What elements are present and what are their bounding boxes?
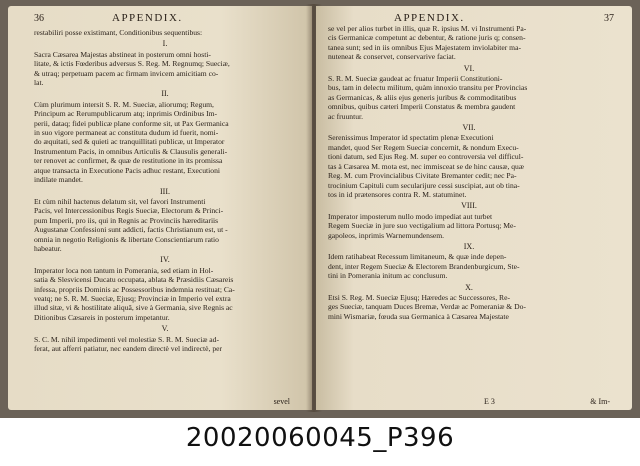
text-line: Idem ratihabeat Recessum limitaneum, & quæ inde depen- [328, 252, 507, 262]
text-line: ferat, aut afferri patiatur, nec eandem directè vel indirectè, per [34, 344, 223, 353]
text-line: illud sitæ, vi & hostilitate aliquâ, sive à Germania, sive Regnis ac [34, 303, 233, 313]
text-line: bus, tam in delectu militum, quàm innoxio transitu per Provincias [328, 83, 528, 93]
section-number: IX. [463, 241, 475, 251]
text-line: Imperator loca non tantum in Pomerania, sed etiam in Hol- [34, 265, 214, 275]
section-number: II. [161, 89, 169, 99]
text-line: gapoleos, inprimis Warnemundensem. [328, 230, 445, 240]
text-line: Cùm plurimum intersit S. R. M. Sueciæ, aliorumq; Regum, [34, 99, 214, 109]
text-line: S. C. M. nihil impedimenti vel molestiæ S. R. M. Sueciæ ad- [34, 334, 219, 344]
text-line: ter renovet ac confirmet, & quæ de restitutione in its promissa [34, 156, 223, 166]
text-line: atque transacta in Executione Pacis adhuc restant, Executioni [34, 165, 220, 175]
text-line: tos in id prætensores contra R. M. statuminet. [328, 189, 467, 199]
left-page-body [34, 28, 296, 353]
left-page-catchword: sevel [273, 397, 290, 406]
text-line: habeatur. [34, 243, 62, 253]
text-line: infessa, propriis Dominis ac Possessoribus indemnia restituat; Ca- [34, 284, 235, 294]
section-number: I. [162, 39, 168, 49]
text-line: Augustanæ Confessioni sunt addicti, factis Christianum est, ut - [34, 225, 228, 235]
text-line: Imperator imposterum nullo modo impediat aut turbet [328, 211, 493, 221]
text-line: S. R. M. Sueciæ gaudeat ac fruatur Imperii Constitutioni- [328, 74, 503, 84]
left-page-number: 36 [34, 13, 44, 24]
right-page-number: 37 [604, 13, 614, 24]
right-page-body [328, 24, 610, 321]
left-page-header: APPENDIX. [112, 12, 183, 24]
text-line: Pacis, vel Intercessionibus Regis Sueciæ, Electorum & Princi- [34, 206, 224, 216]
text-line: satia & Slesvicensi Ducatu occupata, ablata & Præsidiis Cæsareis [34, 275, 234, 285]
section-number: V. [161, 324, 169, 334]
text-line: lat. [34, 78, 44, 88]
text-line: Serenissimus Imperator id spectatim plenæ Executioni [328, 133, 494, 143]
right-page [316, 6, 632, 410]
section-number: VII. [462, 123, 476, 133]
text-line: nuteneat & conservet, conservarive faciat. [328, 52, 456, 62]
right-page-catchword: & Im- [590, 397, 610, 406]
text-line: omnia in negotio Religionis & libertate Conscientiarum ratio [34, 234, 219, 244]
text-line: Ditionibus Cæsareis in posterum impetantur. [34, 312, 170, 322]
text-line: Instrumentum Pacis, in omnibus Articulis & Clausulis generali- [34, 146, 228, 156]
text-line: Etsi S. Reg. M. Sueciæ Ejusq; Hæredes ac Successores, Re- [328, 292, 511, 302]
text-line: tanea sunt; sed in iis omnibus Ejus Majestatem inviolabiter ma- [328, 42, 521, 52]
section-number: IV. [160, 255, 170, 265]
text-line: in suo vigore permaneat ac constituta dudum id fuerit, nomi- [34, 128, 219, 138]
text-line: pum Imperii, pro iis, qui in Regnis ac Provinciis hæreditariis [34, 215, 219, 225]
text-line: se vel per alios turbet in illis, quæ R. ipsius M. vi Instrumenti Pa- [328, 24, 527, 33]
text-line: omnibus, quibus cæteri Imperii Constatus & membra gaudent [328, 102, 516, 112]
right-page-header: APPENDIX. [394, 12, 465, 24]
text-line: Sacra Cæsarea Majestas abstineat in posterum omni hosti- [34, 49, 211, 59]
text-line: Principum ac Rerumpublicarum atq; inprimis Ordinibus Im- [34, 109, 218, 119]
section-number: VI. [463, 63, 475, 73]
text-line: ac fruuntur. [328, 111, 364, 121]
text-line: Et cùm nihil hactenus delatum sit, vel favori Instrumenti [34, 196, 206, 206]
text-line: veatq; ne S. R. M. Sueciæ, Ejusq; Provinciæ in Imperio vel extra [34, 293, 231, 303]
text-line: tini in Pomerania initum ac conclusum. [328, 271, 448, 281]
text-line: ges Sueciæ, tanquam Duces Bremæ, Verdæ ac Pomeraniæ & Do- [328, 302, 526, 312]
text-line: as Germanicas, & aliis ejus generis juribus & commoditatibus [328, 92, 517, 102]
text-line: perii, dataq; fidei publicæ plane conforme sit, ut Pax Germanica [34, 118, 229, 128]
text-line: trocinium Capituli cum secularijure cessi suscipiat, aut ob tina- [328, 180, 520, 190]
section-number: VIII. [461, 201, 477, 211]
left-page [8, 6, 312, 410]
text-line: litate, & ictis Fœderibus adversus S. Reg. M. Regnumq; Sueciæ, [34, 59, 230, 69]
section-number: X. [465, 282, 473, 292]
text-line: Reg. M. cum Provincialibus Civitate Bremanter cedit; nec Pa- [328, 171, 517, 181]
section-number: III. [160, 186, 170, 196]
text-line: & utraq; perpetuam pacem ac firmam invicem amicitiam co- [34, 68, 219, 78]
text-line: cis Germanicæ competunt ac debentur, & ratione juris q; consen- [328, 33, 526, 43]
text-line: restabiliri posse existimant, Conditionibus sequentibus: [34, 28, 203, 37]
text-line: do æquitati, sed & quieti ac tranquillitati publicæ, ut Imperator [34, 137, 225, 147]
text-line: mandet, quod Ser Regem Sueciæ concernit, & nondum Execu- [328, 142, 519, 152]
text-line: Regem Sueciæ in jure suo vectigalium ad littora Portusq; Me- [328, 221, 516, 231]
text-line: tas à Cæsarea M. mota est, nec immisceat se de hinc causæ, quæ [328, 161, 524, 171]
right-page-signature-mark: E 3 [484, 397, 495, 406]
text-line: indilate mandet. [34, 175, 83, 185]
text-line: tioni datum, sed Ejus Reg. M. super eo controversia vel difficul- [328, 152, 524, 162]
text-line: mini Wismariæ, fœuda sua Germanica à Cæsarea Majestate [328, 311, 509, 321]
text-line: dent, inter Regem Sueciæ & Electorem Brandenburgicum, Ste- [328, 261, 520, 271]
image-id-caption: 20020060045_P396 [185, 423, 455, 453]
